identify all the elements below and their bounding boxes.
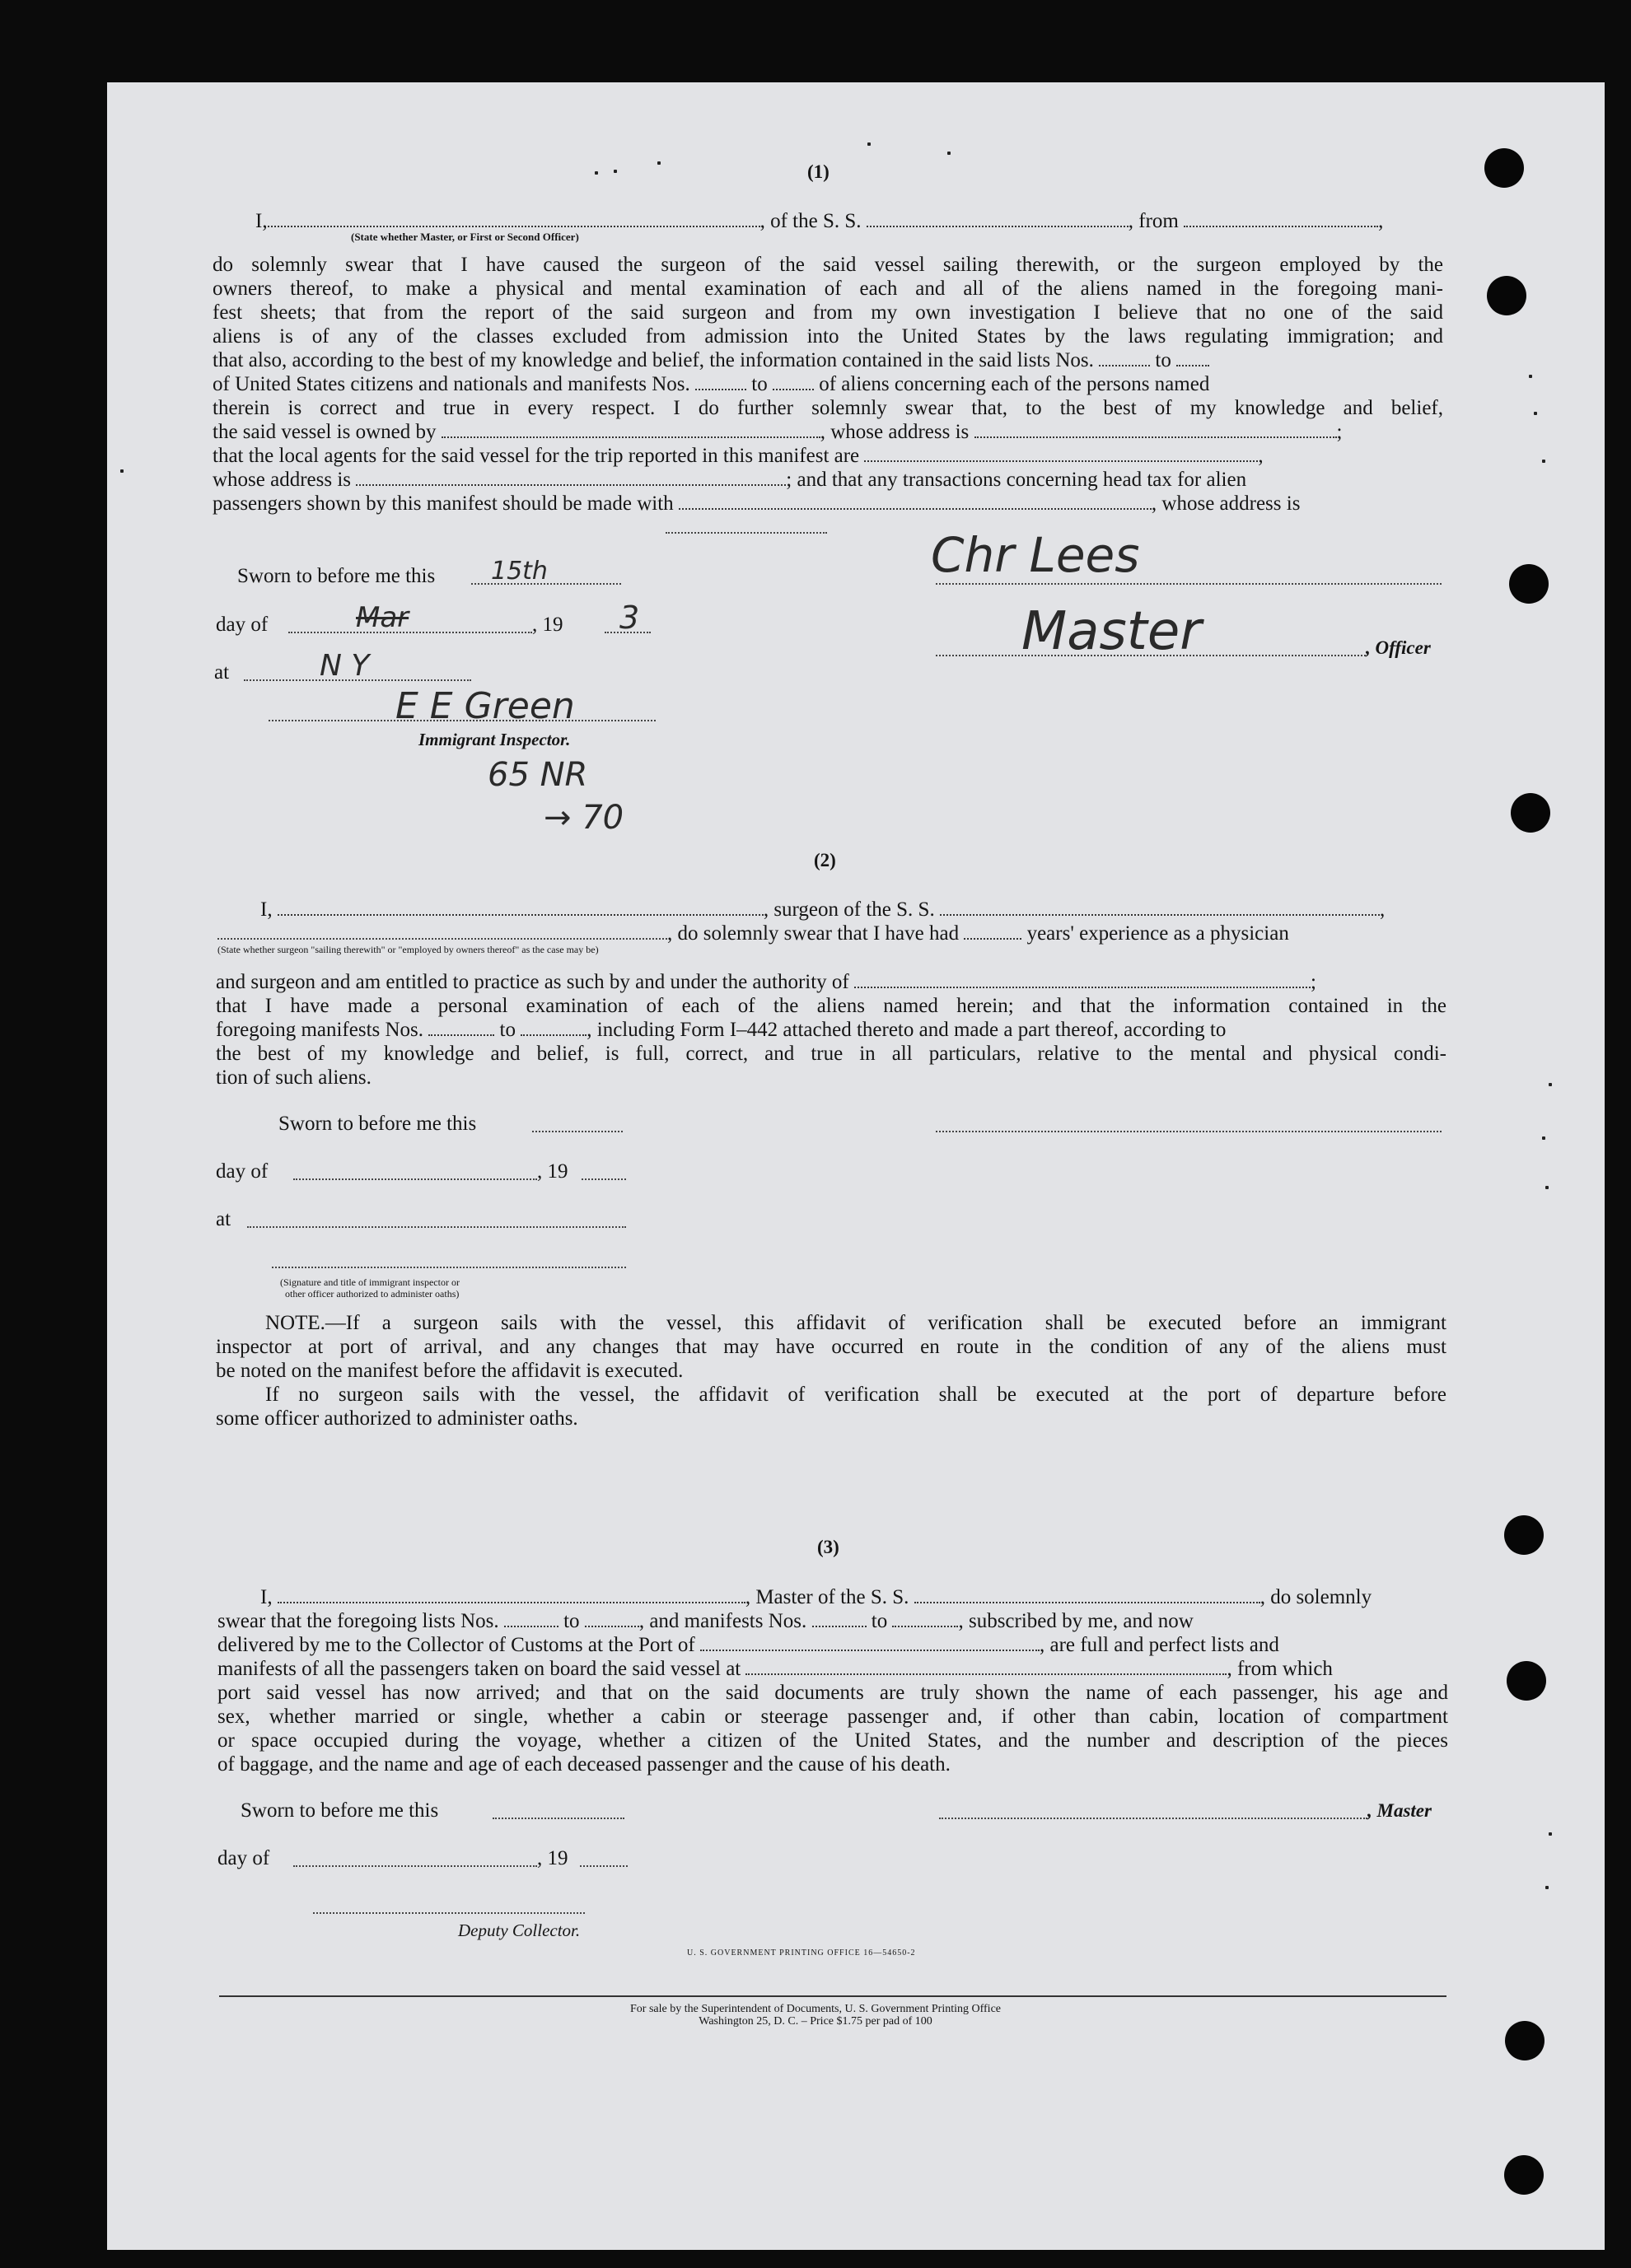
speck [867,142,871,146]
sale-line-1: For sale by the Superintendent of Documents, U. S. Government Printing Office [630,2003,1001,2015]
speck [1549,1083,1552,1086]
years-experience-blank [964,923,1021,940]
s3-line4-b: , from which [1227,1658,1333,1680]
s3-line3-a: delivered by me to the Collector of Customs at the Port of [217,1634,695,1656]
footer-sale-text [0,2003,1631,2028]
s1-inspector-caption: Immigrant Inspector. [418,730,571,749]
gpo-imprint: U. S. GOVERNMENT PRINTING OFFICE 16—54650-2 [687,1948,916,1958]
s3-sworn-blank [493,1818,624,1819]
s3-line2-c: , and manifests Nos. [638,1610,807,1632]
s3-day-label: day of [217,1847,270,1869]
s3-line3-b: , are full and perfect lists and [1040,1634,1279,1656]
s2-year-label: , 19 [537,1160,568,1183]
s3-line2-d: to [871,1610,888,1632]
s2-line5-a: foregoing manifests Nos. [216,1019,424,1041]
s2-manifest-from-blank [428,1020,494,1036]
s1-line9-a: the said vessel is owned by [213,421,437,443]
s1-line1-a: I, [255,210,268,232]
punch-hole [1484,148,1524,188]
s3-line2-a: swear that the foregoing lists Nos. [217,1610,499,1632]
speck [120,469,124,473]
lists-to-blank [1176,350,1209,366]
s3-master-sig-line [939,1818,1367,1819]
speck [595,171,598,175]
s1-line11-b: ; and that any transactions concerning head tax for alien [786,469,1247,491]
s1-sworn-label: Sworn to before me this [237,565,436,587]
s1-officer-caption: , Officer [1366,637,1431,658]
s3-lists-from-blank [504,1611,558,1627]
hw-note-2: → 70 [544,799,624,837]
s2-line3-b: ; [1311,971,1316,993]
vessel-name-blank [867,211,1129,227]
section-2-number: (2) [814,850,836,870]
s1-month-blank [288,632,532,633]
speck [1534,412,1537,415]
hw-officer-signature-1: Chr Lees [931,527,1140,583]
s1-line-8: therein is correct and true in every respect. I do further solemnly swear that, to the best of my knowledge and belief, [213,397,1443,419]
hw-year-digit: 3 [619,600,640,636]
s3-line4-a: manifests of all the passengers taken on board the said vessel at [217,1658,741,1680]
s2-note-line: NOTE.—If a surgeon sails with the vessel, this affidavit of verification shall be executed before an immigrant [265,1312,1446,1334]
punch-hole [1507,1661,1546,1701]
punch-hole [1504,2155,1544,2195]
s1-line-12 [213,492,1300,516]
s3-master-caption: , Master [1367,1800,1432,1821]
s3-line1-a: I, [260,1586,273,1608]
s1-caption: (State whether Master, or First or Second Officer) [351,231,579,243]
port-blank [700,1635,1040,1651]
s3-collector-caption: Deputy Collector. [458,1920,581,1940]
s3-collector-line [313,1912,585,1914]
s2-at-label: at [216,1208,231,1230]
s1-line7-c: of aliens concerning each of the persons named [819,373,1210,395]
authority-blank [854,972,1311,988]
speck [1542,460,1545,463]
s3-line-3 [217,1633,1279,1657]
speck [1529,375,1532,378]
speck [1542,1136,1545,1140]
s1-line-9 [213,420,1342,444]
s3-line2-b: to [563,1610,580,1632]
hw-note-1: 65 NR [488,756,588,794]
manifests-from-blank [695,374,746,390]
master-name-blank [278,1587,745,1603]
s2-line1-a: I, [260,898,273,921]
s1-extra-line [666,532,827,534]
hw-month: Mar [356,601,409,634]
s1-line1-d: , [1378,210,1384,232]
s1-paragraph-line: fest sheets; that from the report of the said surgeon and from my own investigation I believe that no one of the said [213,301,1443,324]
s1-paragraph-line: owners thereof, to make a physical and mental examination of each and all of the aliens named in the foregoing mani- [213,278,1443,300]
s2-sworn-blank [532,1131,623,1132]
s1-line12-b: , whose address is [1151,492,1301,515]
s2-line-7: tion of such aliens. [216,1066,372,1089]
speck [947,152,951,155]
s1-at-label: at [214,661,230,684]
s2-line5-b: to [499,1019,516,1041]
lists-from-blank [1099,350,1150,366]
s1-officer-line-1 [936,583,1442,585]
s1-line9-b: , whose address is [820,421,970,443]
s2-note-2-last: some officer authorized to administer oaths. [216,1407,578,1430]
s3-lists-to-blank [585,1611,639,1627]
s2-month-blank [293,1178,537,1180]
manifests-to-blank [773,374,814,390]
s3-sworn-label: Sworn to before me this [241,1799,439,1822]
s3-manifests-from-blank [812,1611,867,1627]
s1-day-label: day of [216,614,269,636]
footer-rule [219,1995,1446,1997]
s1-line10-b: , [1258,445,1264,467]
local-agents-blank [864,446,1258,462]
s2-line1-b: , surgeon of the S. S. [763,898,935,921]
s2-day-label: day of [216,1160,269,1183]
embarkation-port-blank [745,1659,1227,1675]
s2-line-3 [216,970,1316,994]
s1-line9-c: ; [1336,421,1343,443]
s2-at-blank [247,1226,626,1228]
s1-line11-a: whose address is [213,469,352,491]
surgeon-name-blank [278,899,764,916]
s3-line1-b: , Master of the S. S. [745,1586,909,1608]
s3-paragraph-line: sex, whether married or single, whether a cabin or steerage passenger and, if other than cabin, location of compartment [217,1706,1448,1728]
s2-line-5 [216,1018,1226,1042]
owner-blank [442,422,820,438]
s2-officer-sig-line [272,1267,626,1268]
s2-year-blank [582,1178,626,1180]
punch-hole [1504,1515,1544,1555]
s2-line5-c: , including Form I–442 attached thereto and made a part thereof, according to [587,1019,1227,1041]
s2-sig-caption-2: other officer authorized to administer oaths) [285,1288,460,1300]
s1-line-11 [213,468,1246,492]
s2-line2-b: years' experience as a physician [1026,922,1289,945]
speck [614,170,617,173]
s2-caption: (State whether surgeon "sailing therewith" or "employed by owners thereof" as the case may be) [217,944,599,955]
section-1-number: (1) [807,161,830,182]
agents-address-blank [356,469,786,486]
s1-line6-a: that also, according to the best of my knowledge and belief, the information contained in the said lists Nos. [213,349,1094,371]
s2-note-line: inspector at port of arrival, and any changes that may have occurred en route in the condition of any of the aliens must [216,1336,1446,1358]
s2-line-6: the best of my knowledge and belief, is full, correct, and true in all particulars, relative to the mental and physical condi- [216,1043,1446,1065]
s3-line-1 [260,1585,1372,1609]
head-tax-contact-blank [679,493,1152,510]
s2-note-2: If no surgeon sails with the vessel, the affidavit of verification shall be executed at the port of departure before [265,1384,1446,1406]
officer-rank-blank [268,211,760,227]
s1-line-1 [255,209,1383,233]
s3-line1-c: , do solemnly [1259,1586,1372,1608]
s1-line1-b: , of the S. S. [759,210,862,232]
s3-line-4 [217,1657,1333,1681]
s1-line7-a: of United States citizens and nationals and manifests Nos. [213,373,690,395]
hw-officer-signature-2: Master [1021,601,1202,662]
speck [1549,1832,1552,1836]
section-3-number: (3) [817,1537,839,1557]
s2-signature-line [936,1131,1442,1132]
s3-vessel-blank [914,1587,1260,1603]
s2-line-4: that I have made a personal examination of each of the aliens named herein; and that the information contained in the [216,995,1446,1017]
s1-paragraph-line: do solemnly swear that I have caused the surgeon of the said vessel sailing therewith, or the surgeon employed by the [213,254,1443,276]
hw-inspector-signature: E E Green [395,685,575,727]
speck [1545,1886,1549,1889]
s1-line7-b: to [751,373,768,395]
s3-year-blank [580,1865,628,1867]
sale-line-2: Washington 25, D. C. – Price $1.75 per pad of 100 [699,2015,932,2028]
punch-hole [1487,276,1526,315]
s2-sworn-label: Sworn to before me this [278,1113,477,1135]
s1-line-7 [213,372,1209,396]
s1-line12-a: passengers shown by this manifest should be made with [213,492,674,515]
s3-paragraph-line: or space occupied during the voyage, whether a citizen of the United States, and the number and description of the pieces [217,1729,1448,1752]
speck [657,161,661,165]
s2-line2-a: , do solemnly swear that I have had [667,922,960,945]
hw-sworn-day: 15th [491,557,548,586]
s2-line3-a: and surgeon and am entitled to practice as such by and under the authority of [216,971,849,993]
s1-line-10 [213,444,1264,468]
s1-line10-a: that the local agents for the said vessel for the trip reported in this manifest are [213,445,860,467]
s3-line-2 [217,1609,1194,1633]
s1-line-6 [213,348,1209,372]
punch-hole [1509,564,1549,604]
s3-manifests-to-blank [892,1611,958,1627]
s1-line6-b: to [1155,349,1171,371]
s2-line-1 [260,898,1385,922]
s2-note-line-last: be noted on the manifest before the affidavit is executed. [216,1360,684,1382]
owner-address-blank [974,422,1337,438]
s1-year-label: , 19 [532,614,563,636]
s2-sig-caption-1: (Signature and title of immigrant inspector or [280,1276,460,1288]
s3-line2-e: , subscribed by me, and now [958,1610,1194,1632]
punch-hole [1511,793,1550,833]
s3-paragraph-line: port said vessel has now arrived; and that on the said documents are truly shown the name of each passenger, his age and [217,1682,1448,1704]
s2-line1-c: , [1379,898,1386,921]
speck [1545,1186,1549,1189]
s1-paragraph-line: aliens is of any of the classes excluded from admission into the United States by the laws regulating immigration; and [213,325,1443,348]
s2-manifest-to-blank [521,1020,587,1036]
s3-paragraph-last: of baggage, and the name and age of each deceased passenger and the cause of his death. [217,1753,951,1776]
hw-place: N Y [320,649,370,683]
s2-vessel-blank [940,899,1380,916]
s2-line-2 [667,922,1289,945]
s1-line1-c: , from [1128,210,1179,232]
s3-year-label: , 19 [537,1847,568,1869]
departure-port-blank [1184,211,1378,227]
s3-month-blank [293,1865,537,1867]
s2-surgeon-type-blank [217,938,667,940]
